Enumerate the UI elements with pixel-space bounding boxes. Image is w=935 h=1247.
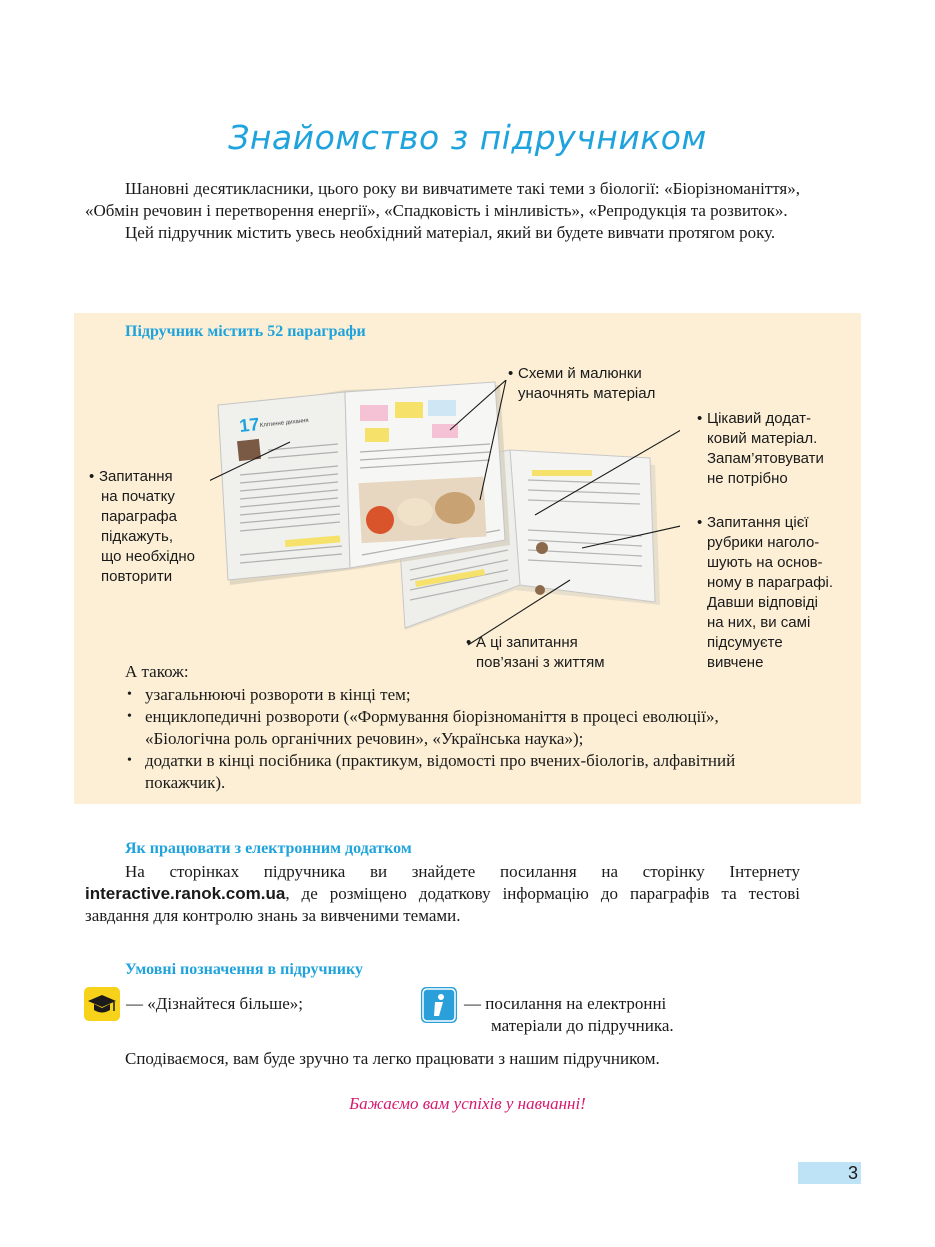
legend-heading: Умовні позначення в підручнику — [125, 961, 364, 978]
book-photo-bread — [397, 498, 433, 526]
note-questions-line-3: параграфа — [101, 508, 177, 525]
legend-item-2-line-2: матеріали до підручника. — [491, 1016, 674, 1035]
book-color-box-1 — [360, 405, 388, 421]
book-color-box-4 — [365, 428, 389, 442]
closing-paragraph: Сподіваємося, вам буде зручно та легко працювати з нашим підручником. — [125, 1049, 660, 1068]
textbook-illustration — [210, 380, 680, 650]
book-back-avatar — [536, 542, 548, 554]
also-list — [125, 684, 805, 794]
book-back-avatar-2 — [535, 585, 545, 595]
book-photo-tomato — [366, 506, 394, 534]
note-schemes-line-1: Схеми й малюнки — [518, 365, 642, 382]
note-questions-line-6: повторити — [101, 568, 173, 585]
closing-text — [85, 1048, 800, 1070]
note-questions-start: • Запитання на початку параграфа підкажуть, що необхідно повторити — [89, 468, 195, 585]
note-schemes-line-2: унаочнять матеріал — [518, 385, 656, 402]
electronic-link[interactable]: interactive.ranok.com.ua — [85, 884, 286, 903]
book-section-title: Клітинне дихання — [259, 417, 310, 429]
page-title: Знайомство з підручником — [228, 118, 707, 157]
panel-heading: Підручник містить 52 параграфи — [125, 323, 366, 340]
info-icon — [421, 987, 457, 1023]
electronic-text — [85, 861, 800, 927]
legend-item-2 — [464, 993, 674, 1037]
note-interesting-line-1: Цікавий додат- — [707, 410, 811, 427]
page-number-value: 3 — [847, 1163, 858, 1183]
note-rubric-line-2: рубрики наголо- — [707, 534, 820, 551]
book-back-highlight — [532, 470, 592, 476]
intro-paragraph-2: Цей підручник містить увесь необхідний матеріал, який ви будете вивчати протягом року. — [125, 223, 776, 242]
electronic-text-before: На сторінках підручника ви знайдете посилання на сторінку Інтернету — [125, 862, 800, 881]
book-color-box-3 — [428, 400, 456, 416]
note-rubric-line-8: вивчене — [707, 654, 764, 671]
note-rubric-line-6: на них, ви самі — [707, 614, 811, 631]
legend-item-2-line-1: — посилання на електронні — [464, 994, 667, 1013]
book-photo-bun — [435, 492, 475, 524]
note-life-line-1: А ці запитання — [476, 634, 578, 651]
note-interesting-line-4: не потрібно — [707, 470, 788, 487]
also-item-2: • енциклопедичні розвороти («Формування біорізноманіття в процесі еволюції», «Біологічна роль органічних речовин», «Українська наука»); — [125, 706, 805, 750]
also-item-1: • узагальнюючі розвороти в кінці тем; — [125, 684, 805, 706]
legend-item-1: — «Дізнайтеся більше»; — [126, 994, 304, 1013]
note-schemes: • Схеми й малюнки унаочнять матеріал — [508, 365, 656, 402]
note-questions-line-1: Запитання — [99, 468, 173, 485]
note-interesting-line-2: ковий матеріал. — [707, 430, 818, 447]
intro-text — [85, 178, 800, 244]
also-label: А також: — [125, 662, 189, 681]
note-interesting-line-3: Запам’ятовувати — [707, 450, 824, 467]
intro-paragraph-1: Шановні десятикласники, цього року ви вивчатимете такі теми з біології: «Біорізноманіття», «Обмін речовин і перетворення енергії», «Спадковість і мінливість», «Репродукція та розвиток». — [85, 179, 800, 220]
page-number — [798, 1162, 861, 1184]
note-rubric-line-4: ному в параграфі. — [707, 574, 834, 591]
electronic-heading: Як працювати з електронним додатком — [125, 840, 412, 857]
wish-text: Бажаємо вам успіхів у навчанні! — [349, 1094, 586, 1113]
note-questions-line-5: що необхідно — [101, 548, 195, 565]
note-rubric-line-1: Запитання цієї — [707, 514, 809, 531]
note-interesting: • Цікавий додат- ковий матеріал. Запам’ятовувати не потрібно — [697, 410, 824, 487]
electronic-text-after: , де розміщено додаткову інформацію до параграфів та тестові завдання для контролю знань за вивченими темами. — [85, 884, 800, 925]
note-questions-line-2: на початку — [101, 488, 175, 505]
note-rubric-line-3: шують на основ- — [707, 554, 823, 571]
note-rubric-line-7: підсумуєте — [707, 634, 783, 651]
book-paragraph-number: 17 — [238, 413, 261, 436]
also-item-3: • додатки в кінці посібника (практикум, відомості про вчених-біологів, алфавітний покажчик). — [125, 750, 805, 794]
note-rubric: • Запитання цієї рубрики наголо- шують на основ- ному в параграфі. Давши відповіді на них, ви самі підсумуєте вивчене — [697, 514, 834, 671]
note-rubric-line-5: Давши відповіді — [707, 594, 818, 611]
graduation-cap-icon — [84, 987, 120, 1021]
note-life: • А ці запитання пов’язані з життям — [466, 634, 605, 671]
note-life-line-2: пов’язані з життям — [476, 654, 605, 671]
note-questions-line-4: підкажуть, — [101, 528, 173, 545]
book-color-box-2 — [395, 402, 423, 418]
